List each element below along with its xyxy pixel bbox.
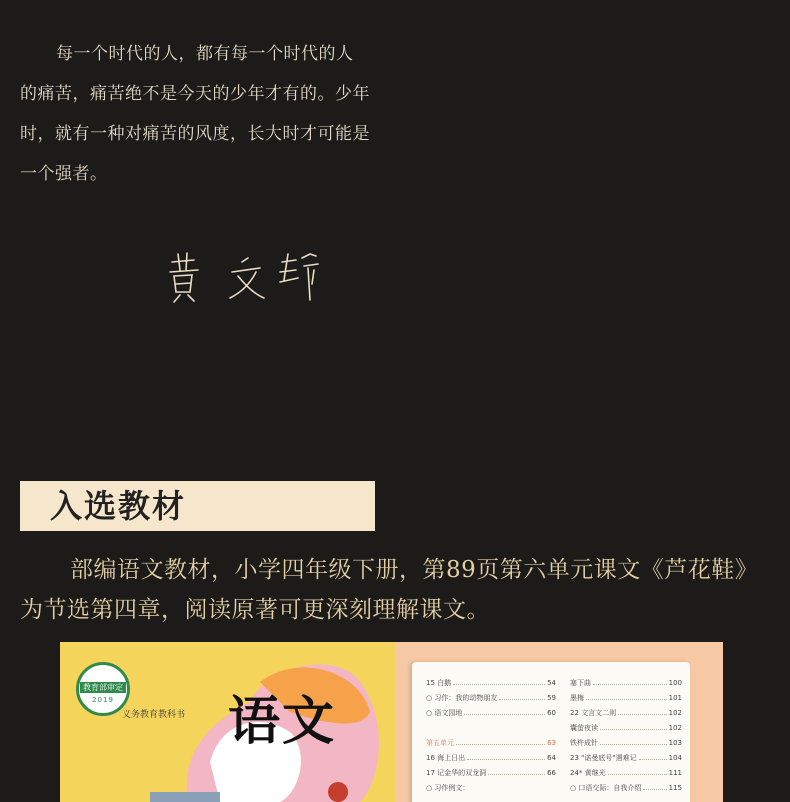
textbook-cover — [60, 642, 395, 802]
toc-row — [426, 766, 556, 781]
toc-row — [570, 751, 682, 766]
author-signature — [160, 240, 330, 310]
quote-paragraph: 每一个时代的人，都有每一个时代的人的痛苦，痛苦绝不是今天的少年才有的。少年时，就有一种对痛苦的风度，长大时才可能是一个强者。 — [20, 44, 370, 184]
cover-series: 义务教育教科书 — [122, 710, 186, 720]
toc-label: 22 文言文二则 — [570, 709, 617, 717]
intro-paragraph: 部编语文教材，小学四年级下册，第89页第六单元课文《芦花鞋》为节选第四章，阅读原著可更深刻理解课文。 — [20, 557, 759, 623]
toc-label: 第五单元 — [426, 739, 454, 747]
toc-label: 24* 黄继光 — [570, 769, 606, 777]
toc-row — [570, 721, 682, 736]
toc-label: 17 记金华的双龙洞 — [426, 769, 487, 777]
toc-row — [426, 706, 556, 721]
toc-column-left — [426, 676, 556, 796]
toc-page: 101 — [668, 694, 682, 702]
toc-label: 23 "诺曼底号"遇难记 — [570, 754, 637, 762]
toc-page: 102 — [668, 724, 682, 732]
textbook-photo — [60, 642, 723, 802]
toc-row — [426, 691, 556, 706]
toc-page: 104 — [668, 754, 682, 762]
toc-page: 102 — [668, 709, 682, 717]
toc-label: 16 海上日出 — [426, 754, 466, 762]
toc-page: 64 — [547, 754, 556, 762]
toc-page: 100 — [668, 679, 682, 687]
toc-page: 66 — [547, 769, 556, 777]
toc-label: ○ 口语交际：自我介绍 — [570, 784, 642, 792]
toc-label: ○ 语文园地 — [426, 709, 463, 717]
emblem-text: 教育部审定 — [80, 682, 126, 693]
toc-row-unit — [426, 736, 556, 751]
toc-column-right — [570, 676, 682, 796]
toc-page: 115 — [668, 784, 682, 792]
section-banner — [20, 481, 375, 531]
toc-page: 111 — [668, 769, 682, 777]
toc-page: 103 — [668, 739, 682, 747]
toc-label: 铁杵成针 — [570, 739, 598, 747]
cover-title: 语文 — [228, 691, 337, 752]
toc-row — [426, 676, 556, 691]
toc-row — [570, 691, 682, 706]
toc-row — [570, 766, 682, 781]
toc-row — [570, 676, 682, 691]
toc-row — [570, 706, 682, 721]
toc-page: 60 — [547, 709, 556, 717]
table-of-contents — [412, 662, 690, 802]
toc-label: 塞下曲 — [570, 679, 591, 687]
toc-label: 墨梅 — [570, 694, 584, 702]
toc-row — [426, 721, 556, 736]
toc-label: 15 白鹅 — [426, 679, 452, 687]
toc-label: ○ 习作：我的动物朋友 — [426, 694, 498, 702]
toc-page: 63 — [547, 739, 556, 747]
toc-row — [570, 736, 682, 751]
toc-row — [426, 751, 556, 766]
toc-page: 59 — [547, 694, 556, 702]
toc-page: 54 — [547, 679, 556, 687]
toc-label: ○ 习作例文： — [426, 784, 470, 792]
emblem-year: 2019 — [92, 696, 114, 704]
toc-label: 囊萤夜读 — [570, 724, 598, 732]
toc-row — [426, 781, 556, 796]
toc-row — [570, 781, 682, 796]
section-title: 入选教材 — [50, 487, 187, 525]
